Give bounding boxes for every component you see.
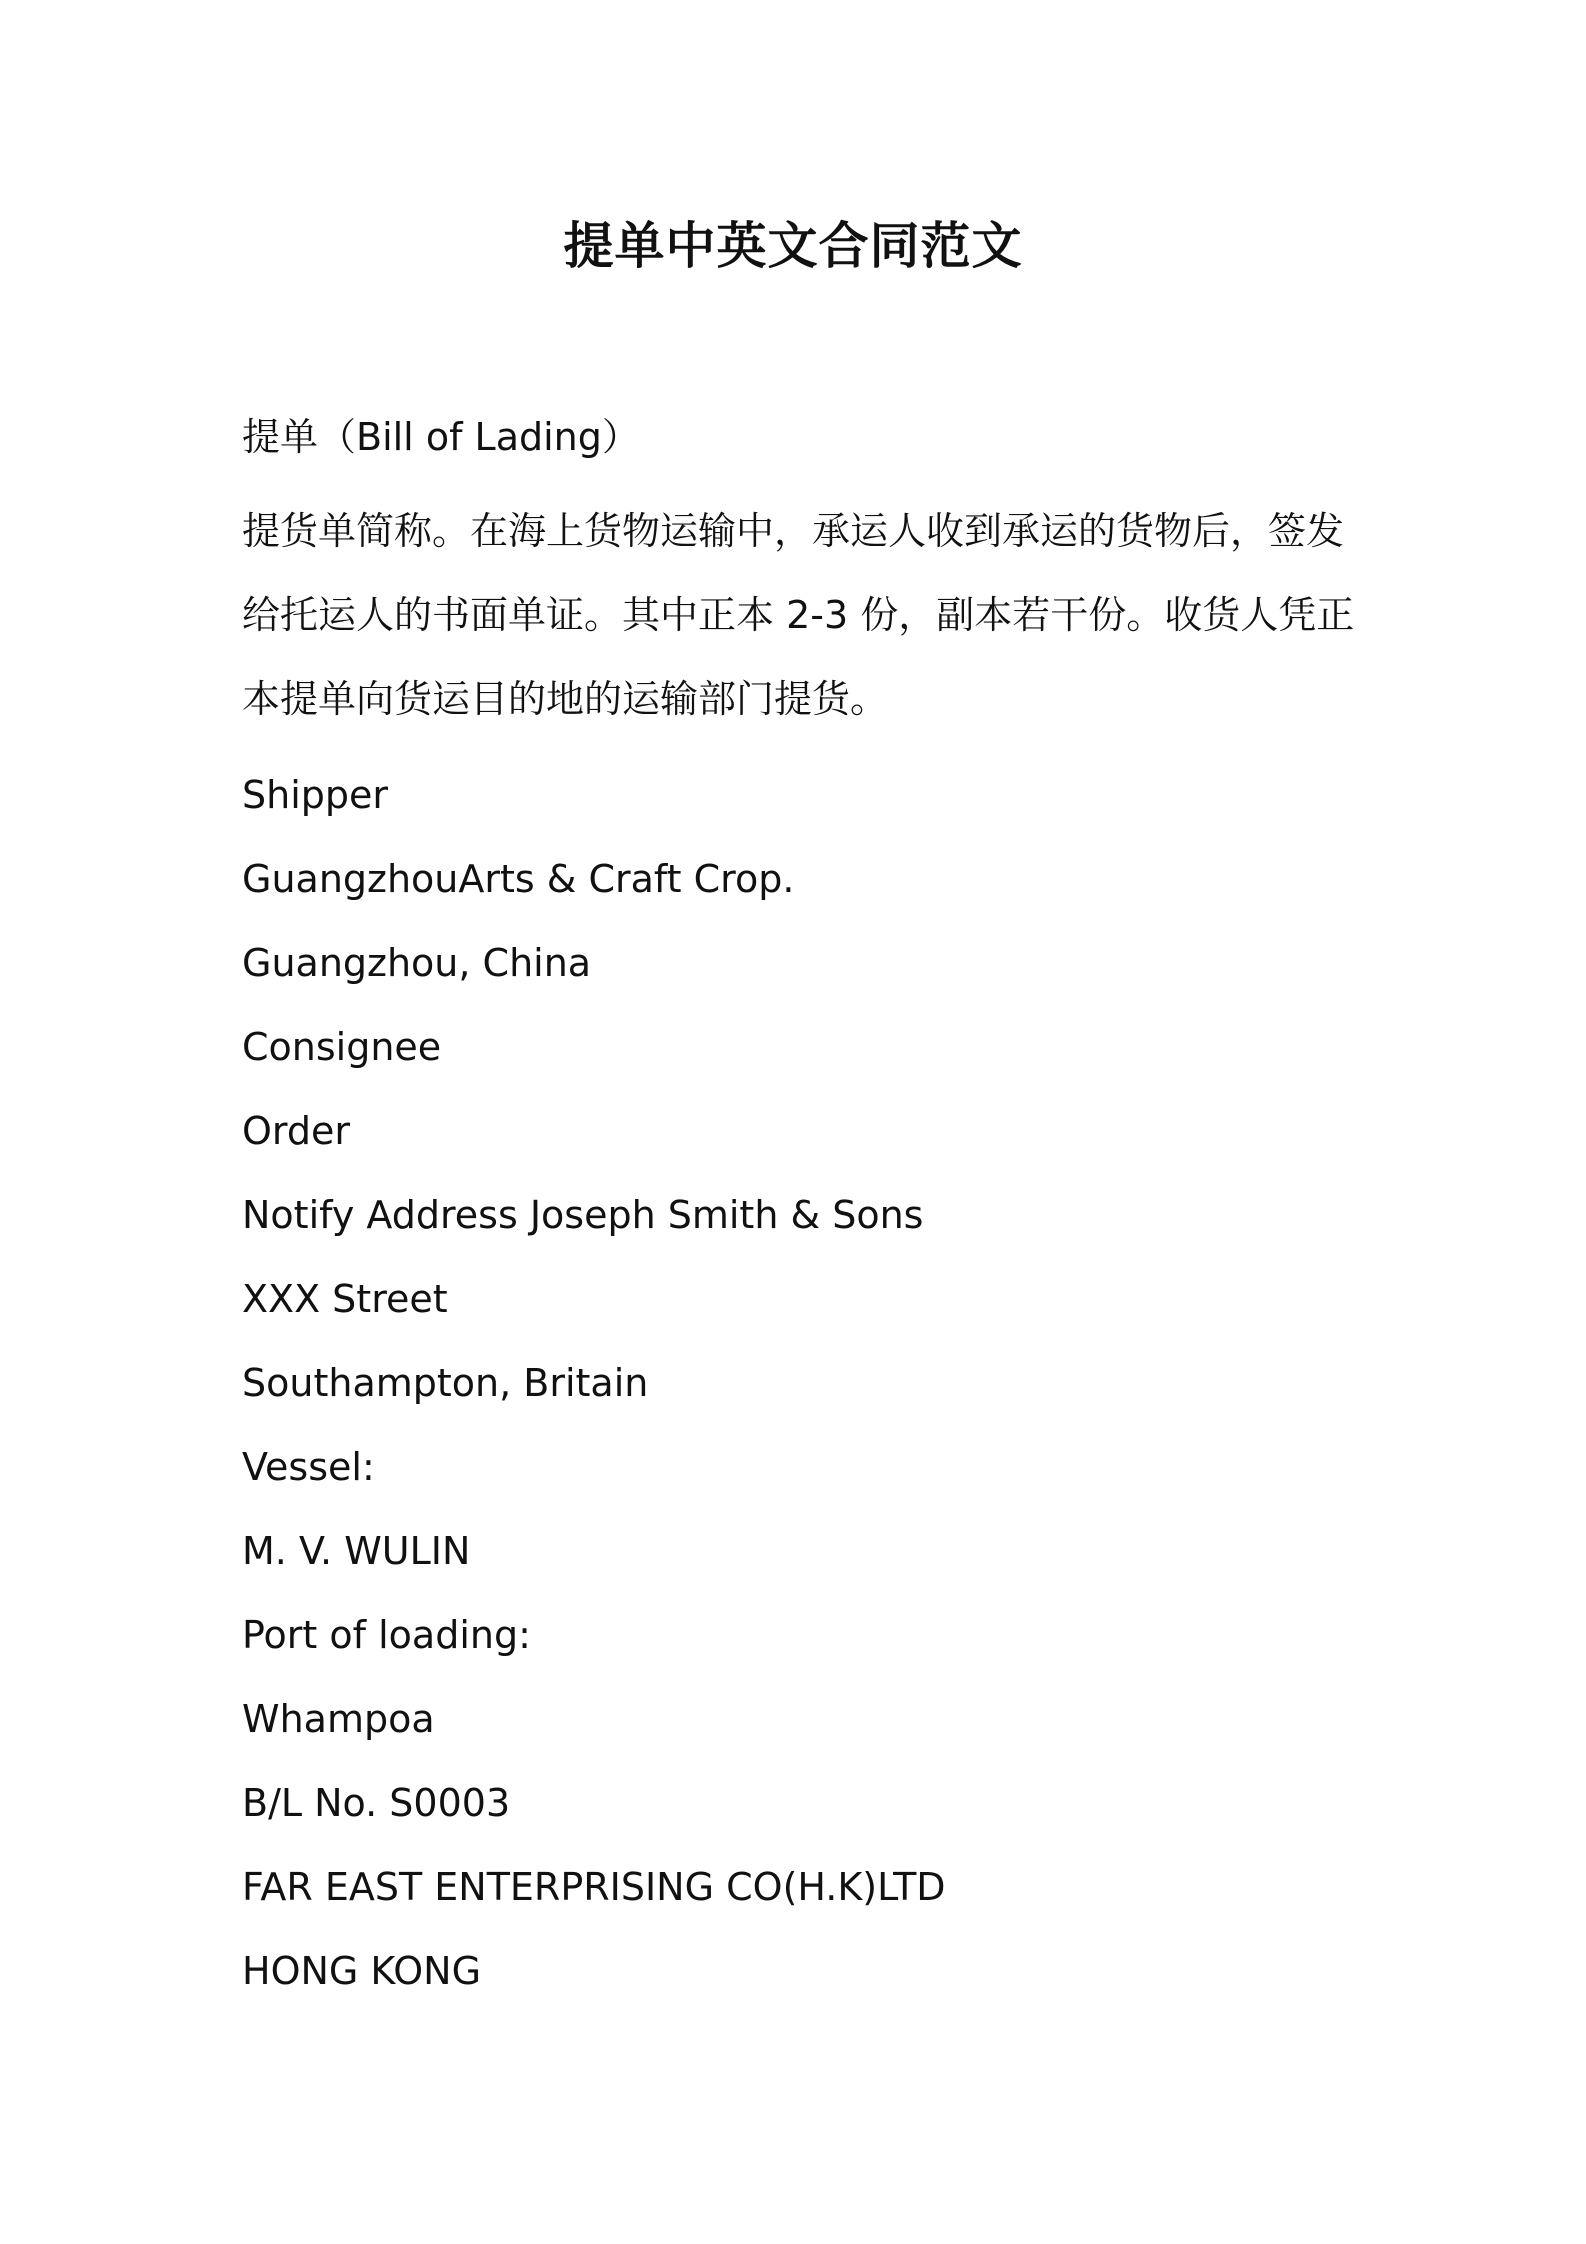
document-title: 提单中英文合同范文 <box>563 217 1023 275</box>
bill-of-lading-fields <box>242 753 1362 2013</box>
intro-paragraph: 提货单简称。在海上货物运输中，承运人收到承运的货物后，签发给托运人的书面单证。其中正本 2-3 份，副本若干份。收货人凭正本提单向货运目的地的运输部门提货。 <box>242 509 1355 721</box>
text-line-notify-city: Southampton, Britain <box>242 1361 649 1405</box>
text-line-company-city: HONG KONG <box>242 1949 482 1993</box>
text-line-shipper-city: Guangzhou, China <box>242 941 592 985</box>
text-line-street: XXX Street <box>242 1277 448 1321</box>
text-line-notify-address: Notify Address Joseph Smith & Sons <box>242 1193 924 1237</box>
intro-heading: 提单（Bill of Lading） <box>242 415 640 459</box>
text-line-port-name: Whampoa <box>242 1697 435 1741</box>
text-line-bl-number: B/L No. S0003 <box>242 1781 511 1825</box>
text-line-shipper-label: Shipper <box>242 773 389 817</box>
text-line-company: FAR EAST ENTERPRISING CO(H.K)LTD <box>242 1865 946 1909</box>
text-line-vessel-label: Vessel: <box>242 1445 375 1489</box>
text-line-shipper-name: GuangzhouArts & Craft Crop. <box>242 857 795 901</box>
text-line-consignee-value: Order <box>242 1109 350 1153</box>
text-line-consignee-label: Consignee <box>242 1025 442 1069</box>
text-line-vessel-name: M. V. WULIN <box>242 1529 471 1573</box>
document-body <box>242 405 1362 2013</box>
text-line-port-label: Port of loading: <box>242 1613 531 1657</box>
